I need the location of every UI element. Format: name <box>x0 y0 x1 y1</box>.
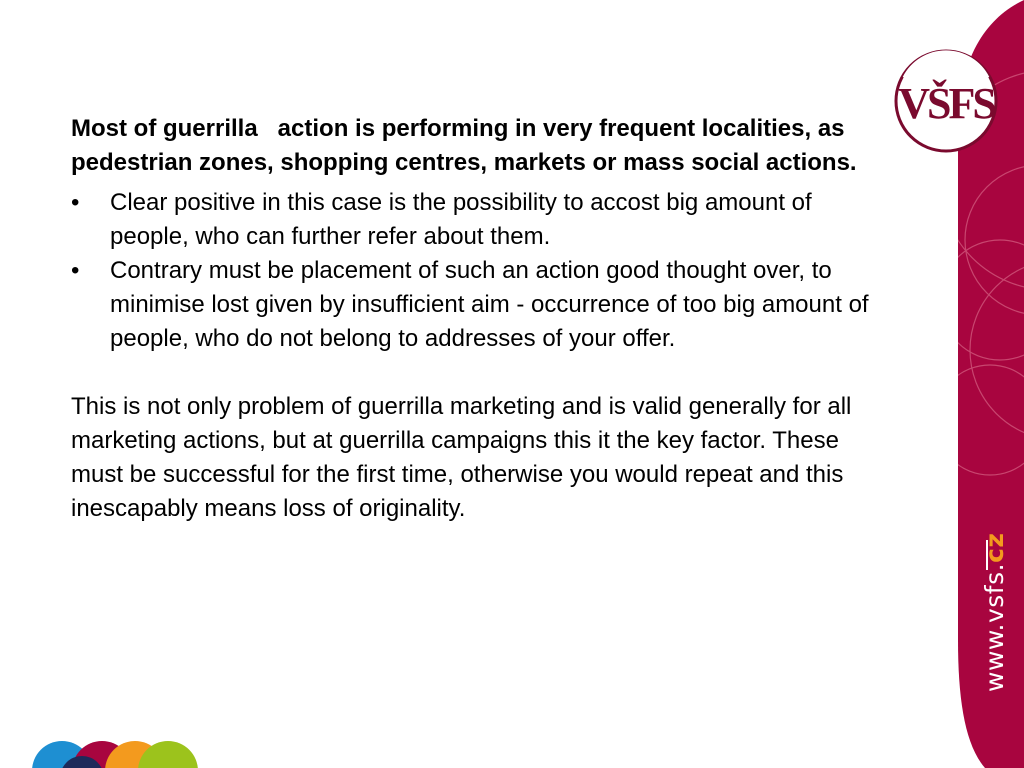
slide-content <box>71 112 871 526</box>
list-item <box>71 254 871 356</box>
site-url[interactable] <box>967 532 1023 700</box>
decor-circles <box>30 738 200 768</box>
url-main: www.vsfs. <box>980 562 1009 692</box>
url-tld: cz <box>980 532 1009 563</box>
bullet-text: Contrary must be placement of such an action good thought over, to minimise lost given by insufficient aim - occurrence of too big amount of people, who do not belong to addresses of your offer. <box>110 257 869 352</box>
bullet-list <box>71 186 871 356</box>
bullet-text: Clear positive in this case is the possibility to accost big amount of people, who can further refer about them. <box>110 189 812 250</box>
lead-paragraph: Most of guerrilla action is performing in very frequent localities, as pedestrian zones, shopping centres, markets or mass social actions. <box>71 115 857 176</box>
bullet-icon: • <box>71 257 80 284</box>
bullet-icon: • <box>71 189 80 216</box>
vsfs-logo <box>893 48 999 154</box>
list-item <box>71 186 871 254</box>
svg-text:VŠFS: VŠFS <box>898 79 994 128</box>
body-paragraph: This is not only problem of guerrilla marketing and is valid generally for all marketing actions, but at guerrilla campaigns this it the key factor. These must be successful for the first time, otherwise you would repeat and this inescapably means loss of originality. <box>71 393 859 522</box>
